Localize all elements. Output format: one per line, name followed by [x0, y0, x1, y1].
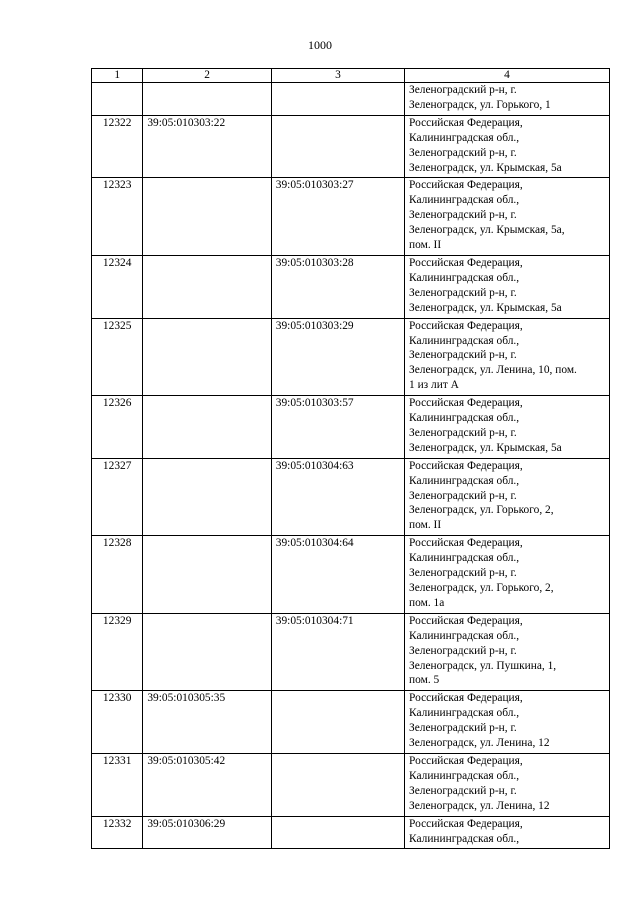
cadastral-number-cell [143, 396, 271, 459]
address-line: Калининградская обл., [409, 412, 520, 425]
address-line: Российская Федерация, [409, 754, 523, 767]
registry-table-body [92, 69, 610, 849]
table-row [92, 816, 610, 849]
address-line: Калининградская обл., [409, 707, 520, 720]
table-row [92, 178, 610, 256]
row-number-cell: 12322 [92, 115, 143, 178]
address-line: Зеленоградск, ул. Крымская, 5а, [409, 224, 565, 237]
address-line: пом. 5 [409, 674, 440, 687]
address-cell [405, 458, 610, 536]
table-row [92, 458, 610, 536]
address-line: Зеленоградский р-н, г. [409, 209, 517, 222]
address-line: Зеленоградский р-н, г. [409, 489, 517, 502]
cadastral-number-cell: 39:05:010304:63 [271, 458, 404, 536]
address-cell [405, 536, 610, 614]
cadastral-number-cell [143, 536, 271, 614]
table-row [92, 753, 610, 816]
table-row [92, 83, 610, 116]
page-number: 1000 [308, 38, 332, 52]
cadastral-number-cell: 39:05:010305:42 [143, 753, 271, 816]
address-cell [405, 613, 610, 691]
row-number-cell: 12325 [92, 318, 143, 396]
address-line: Зеленоградск, ул. Крымская, 5а [409, 161, 562, 174]
address-cell [405, 83, 610, 116]
address-cell [405, 753, 610, 816]
address-line: Зеленоградский р-н, г. [409, 146, 517, 159]
cadastral-number-cell [271, 753, 404, 816]
address-line: Зеленоградск, ул. Горького, 2, [409, 582, 554, 594]
table-row [92, 536, 610, 614]
table-row [92, 691, 610, 754]
cadastral-number-cell [143, 178, 271, 256]
address-line: Зеленоградск, ул. Крымская, 5а [409, 301, 562, 314]
address-cell [405, 816, 610, 849]
address-line: Калининградская обл., [409, 552, 520, 565]
address-line: Зеленоградск, ул. Крымская, 5а [409, 441, 562, 454]
address-line: Зеленоградский р-н, г. [409, 426, 517, 439]
cadastral-number-cell [143, 255, 271, 318]
row-number-cell: 12330 [92, 691, 143, 754]
table-row [92, 613, 610, 691]
cadastral-number-cell: 39:05:010306:29 [143, 816, 271, 849]
cadastral-number-cell [271, 691, 404, 754]
cadastral-number-cell: 39:05:010303:57 [271, 396, 404, 459]
column-header-row [92, 69, 610, 83]
address-line: Зеленоградский р-н, г. [409, 567, 517, 580]
address-line: Калининградская обл., [409, 832, 520, 845]
row-number-cell: 12332 [92, 816, 143, 849]
address-line: Российская Федерация, [409, 397, 523, 410]
cadastral-number-cell: 39:05:010304:71 [271, 613, 404, 691]
address-line: Калининградская обл., [409, 629, 520, 642]
address-line: Российская Федерация, [409, 537, 523, 550]
cadastral-number-cell: 39:05:010303:22 [143, 115, 271, 178]
address-line: Зеленоградск, ул. Горького, 2, [409, 504, 554, 517]
address-line: Калининградская обл., [409, 131, 520, 144]
row-number-cell: 12323 [92, 178, 143, 256]
address-line: Зеленоградск, ул. Пушкина, 1, [409, 659, 557, 672]
cadastral-number-cell [143, 458, 271, 536]
table-row [92, 318, 610, 396]
cadastral-number-cell [271, 83, 404, 116]
row-number-cell: 12331 [92, 753, 143, 816]
address-line: Калининградская обл., [409, 474, 520, 487]
address-line: Калининградская обл., [409, 769, 520, 782]
column-header-3: 3 [271, 69, 404, 83]
address-line: Российская Федерация, [409, 179, 523, 192]
column-header-1: 1 [92, 69, 143, 83]
table-row [92, 115, 610, 178]
address-line: пом. II [409, 239, 442, 252]
address-line: Зеленоградский р-н, г. [409, 84, 517, 96]
address-line: пом. 1а [409, 596, 445, 609]
column-header-2: 2 [143, 69, 271, 83]
cadastral-number-cell: 39:05:010305:35 [143, 691, 271, 754]
table-row [92, 255, 610, 318]
cadastral-number-cell [143, 83, 271, 116]
cadastral-number-cell: 39:05:010303:27 [271, 178, 404, 256]
row-number-cell: 12329 [92, 613, 143, 691]
cadastral-number-cell: 39:05:010303:29 [271, 318, 404, 396]
row-number-cell: 12326 [92, 396, 143, 459]
row-number-cell [92, 83, 143, 116]
address-line: Российская Федерация, [409, 319, 523, 332]
address-line: Зеленоградск, ул. Ленина, 12 [409, 799, 550, 812]
address-line: Российская Федерация, [409, 256, 523, 269]
cadastral-number-cell: 39:05:010304:64 [271, 536, 404, 614]
cadastral-number-cell [271, 816, 404, 849]
row-number-cell: 12327 [92, 458, 143, 536]
table-row [92, 396, 610, 459]
address-line: Российская Федерация, [409, 614, 523, 627]
cadastral-number-cell [143, 613, 271, 691]
row-number-cell: 12328 [92, 536, 143, 614]
address-line: Зеленоградск, ул. Ленина, 12 [409, 737, 550, 750]
address-line: Российская Федерация, [409, 817, 523, 830]
address-cell [405, 255, 610, 318]
cadastral-number-cell: 39:05:010303:28 [271, 255, 404, 318]
address-cell [405, 178, 610, 256]
address-line: Зеленоградский р-н, г. [409, 349, 517, 362]
row-number-cell: 12324 [92, 255, 143, 318]
address-line: Зеленоградск, ул. Горького, 1 [409, 98, 551, 111]
address-line: Зеленоградск, ул. Ленина, 10, пом. [409, 364, 577, 377]
address-line: Калининградская обл., [409, 194, 520, 207]
column-header-4: 4 [405, 69, 610, 83]
address-line: Калининградская обл., [409, 334, 520, 347]
address-line: Российская Федерация, [409, 459, 523, 472]
address-line: Зеленоградский р-н, г. [409, 722, 517, 735]
address-line: Зеленоградский р-н, г. [409, 784, 517, 797]
address-cell [405, 318, 610, 396]
address-cell [405, 396, 610, 459]
address-line: пом. II [409, 519, 442, 532]
registry-table [91, 68, 610, 849]
address-line: Российская Федерация, [409, 116, 523, 129]
address-line: Зеленоградский р-н, г. [409, 286, 517, 299]
address-line: Российская Федерация, [409, 692, 523, 705]
address-line: Зеленоградский р-н, г. [409, 644, 517, 657]
cadastral-number-cell [271, 115, 404, 178]
address-line: 1 из лит А [409, 379, 459, 392]
address-cell [405, 115, 610, 178]
cadastral-number-cell [143, 318, 271, 396]
address-cell [405, 691, 610, 754]
address-line: Калининградская обл., [409, 271, 520, 284]
